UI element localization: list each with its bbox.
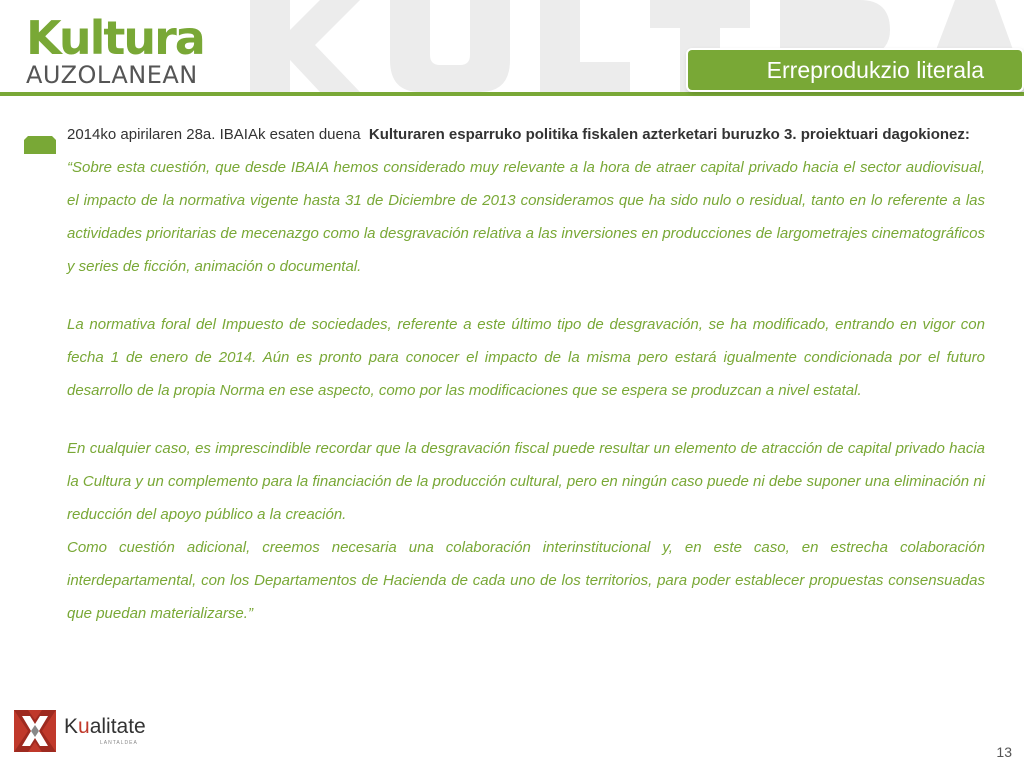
kualitate-x-logo-icon — [14, 710, 56, 752]
brand-rest: alitate — [89, 715, 146, 738]
intro-bold-text: Kulturaren esparruko politika fiskalen azterketari buruzko 3. proiektuari dagokionez: — [368, 126, 970, 143]
logo-subtitle: AUZOLANEAN — [26, 61, 198, 89]
kualitate-subtitle: LANTALDEA — [100, 740, 138, 746]
intro-plain-text: 2014ko apirilaren 28a. IBAIAk esaten duena — [67, 126, 361, 143]
section-title: Erreprodukzio literala — [688, 50, 1022, 90]
logo-main-text: Kultura — [26, 12, 204, 60]
kualitate-logo — [14, 708, 164, 754]
kualitate-wordmark — [64, 715, 146, 739]
kultura-logo-graphic — [26, 12, 208, 60]
page-number: 13 — [996, 744, 1012, 760]
brand-u: u — [78, 715, 90, 738]
brand-k: K — [64, 715, 79, 738]
header-divider — [0, 92, 1024, 96]
intro-paragraph — [67, 118, 985, 151]
kultura-auzolanean-logo — [26, 12, 216, 90]
quote-paragraph-4: Como cuestión adicional, creemos necesaria una colaboración interinstitucional y, en este caso, en estrecha colaboración interdepartamental, con los Departamentos de Hacienda de cada uno de los territorios, para poder establecer propuestas consensuadas que puedan materializarse.” — [67, 539, 985, 622]
quote-paragraph-3: En cualquier caso, es imprescindible recordar que la desgravación fiscal puede resultar un elemento de atracción de capital privado hacia la Cultura y un complemento para la financiación de la producción cultural, pero en ningún caso puede ni debe suponer una eliminación ni reducción del apoyo público a la creación. — [67, 440, 985, 523]
green-tab-bullet-icon — [24, 136, 56, 154]
quote-paragraph-1: “Sobre esta cuestión, que desde IBAIA hemos considerado muy relevante a la hora de atraer capital privado hacia el sector audiovisual, el impacto de la normativa vigente hasta 31 de Diciembre de 2013 consideramos que ha sido nulo o residual, tanto en lo referente a las actividades prioritarias de mecenazgo como la desgravación relativa a las inversiones en producciones de largometrajes cinematográficos y series de ficción, animación o documental. — [67, 159, 985, 275]
main-content — [67, 118, 985, 630]
quote-paragraph-2: La normativa foral del Impuesto de sociedades, referente a este último tipo de desgravación, se ha modificado, entrando en vigor con fecha 1 de enero de 2014. Aún es pronto para conocer el impacto de la misma pero estará igualmente condicionada por el futuro desarrollo de la propia Norma en ese aspecto, como por las modificaciones que se espera se produzcan a nivel estatal. — [67, 316, 985, 399]
